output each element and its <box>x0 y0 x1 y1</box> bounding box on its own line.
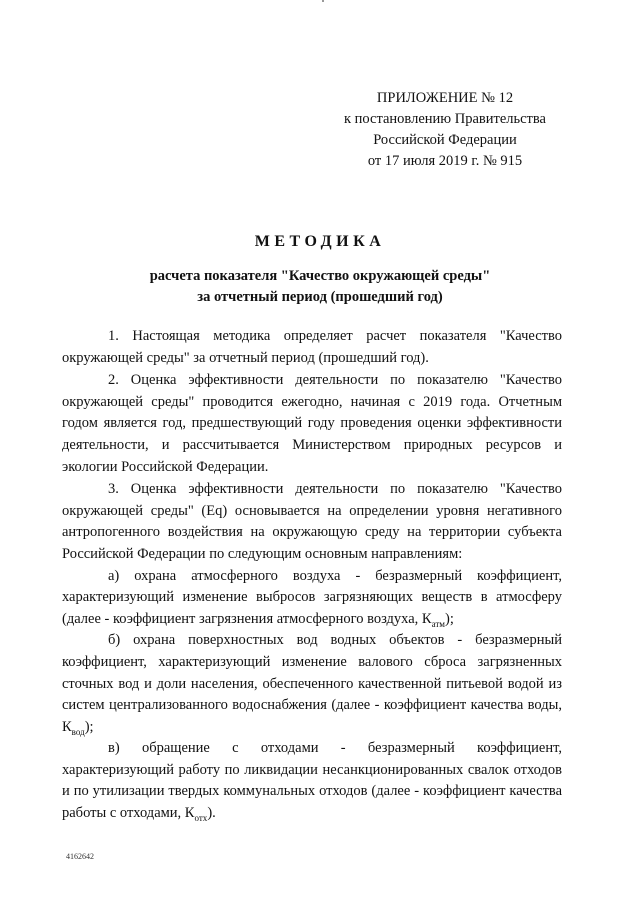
title-block <box>60 232 580 308</box>
paragraph-1: 1. Настоящая методика определяет расчет показателя "Качество окружающей среды" за отчетный период (прошедший год). <box>62 328 562 366</box>
document-code: 4162642 <box>66 852 94 861</box>
subscript-atm: атм <box>431 618 445 629</box>
appendix-resolution: к постановлению Правительства <box>344 111 546 127</box>
document-body <box>62 326 562 825</box>
paragraph-b-text: б) охрана поверхностных вод водных объектов - безразмерный коэффициент, характеризующий изменение валового сброса загрязненных сточных вод и доли населения, обеспеченного качественной питьевой водой из систем централизованного водоснабжения (далее - коэффициент качества воды, К <box>62 632 562 735</box>
appendix-number: ПРИЛОЖЕНИЕ № 12 <box>376 90 514 106</box>
paragraph-c <box>62 738 562 824</box>
paragraph-c-end: ). <box>207 805 216 822</box>
paragraph-a <box>62 566 562 631</box>
paragraph-a-text: а) охрана атмосферного воздуха - безразмерный коэффициент, характеризующий изменение выбросов загрязняющих веществ в атмосферу (далее - коэффициент загрязнения атмосферного воздуха, К <box>62 567 562 627</box>
appendix-date-number: от 17 июля 2019 г. № 915 <box>367 153 523 169</box>
subtitle-line-2: за отчетный период (прошедший год) <box>197 289 443 305</box>
page-mark <box>322 0 324 2</box>
paragraph-2: 2. Оценка эффективности деятельности по показателю "Качество окружающей среды" проводится ежегодно, начиная с 2019 года. Отчетным годом является год, предшествующий году проведения оценки эффективности деятельности, и рассчитывается Министерством природных ресурсов и экологии Российской Федерации. <box>62 372 562 475</box>
appendix-header <box>330 88 560 172</box>
paragraph-c-text: в) обращение с отходами - безразмерный коэффициент, характеризующий работу по ликвидации несанкционированных свалок отходов и по утилизации твердых коммунальных отходов (далее - коэффициент качества работы с отходами, К <box>62 740 562 822</box>
appendix-government: Российской Федерации <box>373 132 517 148</box>
paragraph-b-end: ); <box>84 718 94 735</box>
subtitle-line-1: расчета показателя "Качество окружающей среды" <box>149 268 491 284</box>
subscript-vod: вод <box>71 726 85 737</box>
paragraph-3: 3. Оценка эффективности деятельности по показателю "Качество окружающей среды" (Eq) основывается на определении уровня негативного антропогенного воздействия на окружающую среду на территории субъекта Российской Федерации по следующим основным направлениям: <box>62 481 562 562</box>
subscript-otx: отх <box>194 812 208 823</box>
paragraph-a-end: ); <box>445 610 454 627</box>
document-title: МЕТОДИКА <box>254 233 386 250</box>
paragraph-b <box>62 630 562 738</box>
document-subtitle <box>60 266 580 308</box>
